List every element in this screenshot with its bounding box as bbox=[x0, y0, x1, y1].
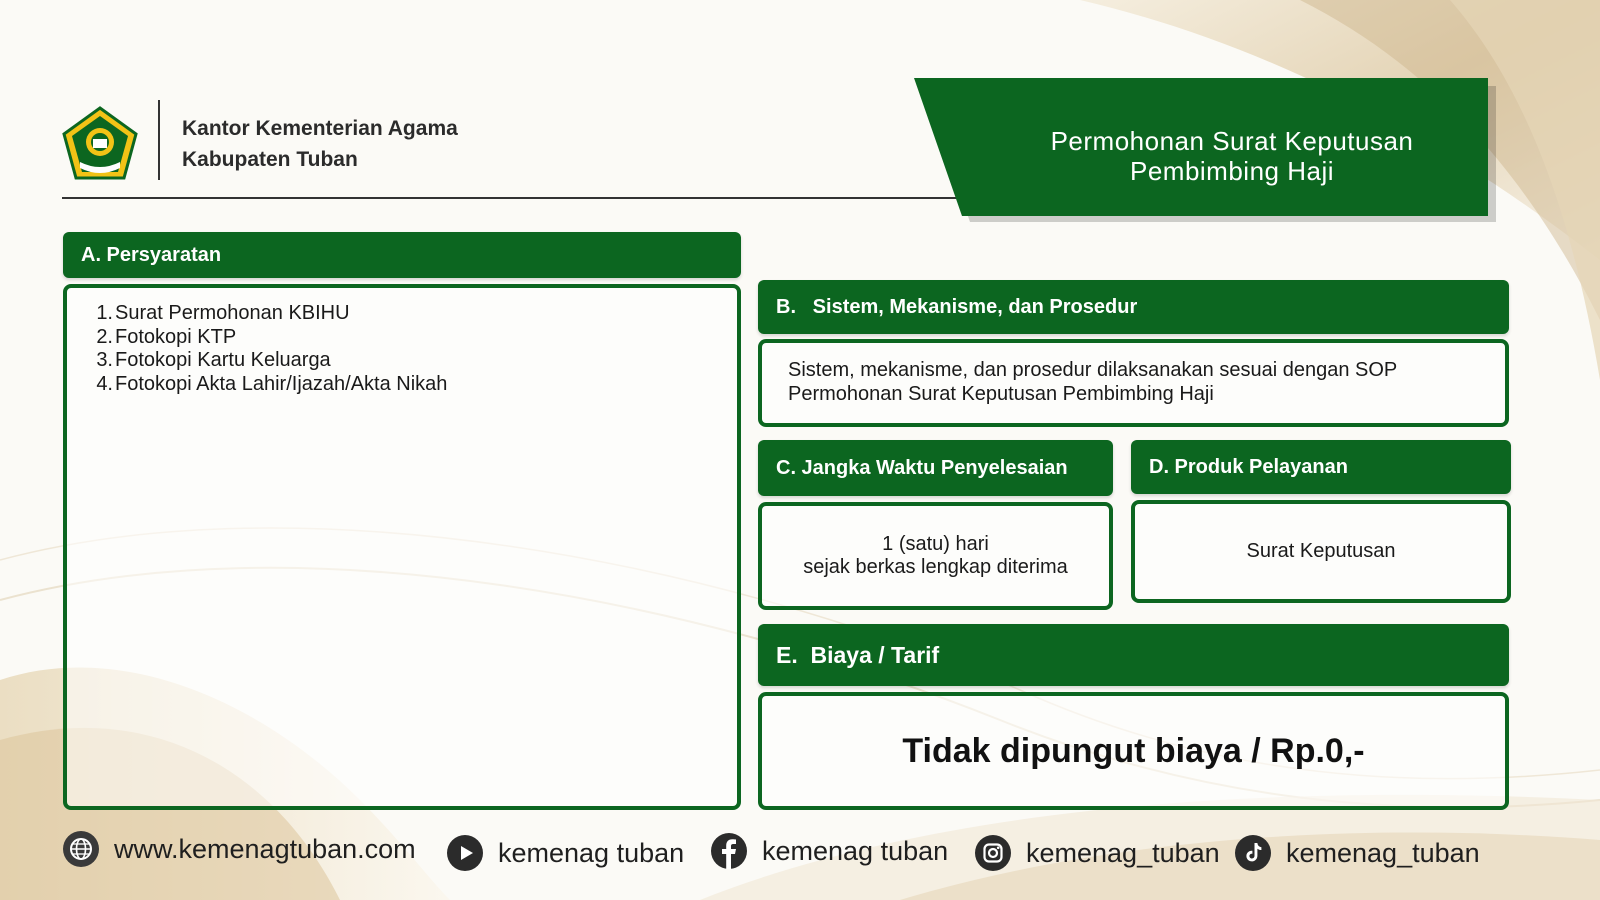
facebook-text: kemenag tuban bbox=[762, 835, 949, 866]
section-e-value: Tidak dipungut biaya / Rp.0,- bbox=[902, 731, 1365, 770]
page-title-line2: Pembimbing Haji bbox=[1129, 156, 1335, 186]
list-item-text: Surat Permohonan KBIHU bbox=[115, 302, 350, 324]
section-c-header: C. Jangka Waktu Penyelesaian bbox=[758, 440, 1113, 496]
list-item-number: 3. bbox=[96, 349, 113, 371]
tiktok-text: kemenag_tuban bbox=[1286, 837, 1480, 868]
instagram-icon bbox=[974, 834, 1012, 872]
section-d-value: Surat Keputusan bbox=[1246, 540, 1396, 562]
youtube-text: kemenag tuban bbox=[498, 837, 685, 868]
page-title bbox=[1002, 126, 1462, 186]
footer-instagram-link[interactable] bbox=[974, 834, 1220, 872]
section-e-header: E. Biaya / Tarif bbox=[758, 624, 1509, 686]
requirements-list bbox=[93, 302, 737, 396]
section-b-header: B. Sistem, Mekanisme, dan Prosedur bbox=[758, 280, 1509, 334]
list-item-text: Fotokopi Kartu Keluarga bbox=[115, 349, 331, 371]
footer-youtube-link[interactable] bbox=[446, 834, 684, 872]
list-item bbox=[93, 302, 737, 326]
section-b-box bbox=[758, 339, 1509, 427]
list-item bbox=[93, 349, 737, 373]
section-b-text-line2: Permohonan Surat Keputusan Pembimbing Haji bbox=[788, 382, 1214, 405]
org-name-line2: Kabupaten Tuban bbox=[182, 148, 358, 171]
footer-facebook-link[interactable] bbox=[710, 832, 948, 870]
tiktok-icon bbox=[1234, 834, 1272, 872]
list-item-number: 2. bbox=[96, 325, 113, 348]
org-name-line1: Kantor Kementerian Agama bbox=[182, 117, 458, 140]
logo-kemenag-icon bbox=[62, 106, 138, 182]
youtube-icon bbox=[446, 834, 484, 872]
section-c-text-line2: sejak berkas lengkap diterima bbox=[803, 556, 1068, 578]
facebook-icon bbox=[710, 832, 748, 870]
section-c-text-line1: 1 (satu) hari bbox=[882, 532, 989, 555]
section-a-box bbox=[63, 284, 741, 810]
header-underline bbox=[62, 197, 982, 199]
section-b-text-line1: Sistem, mekanisme, dan prosedur dilaksanakan sesuai dengan SOP bbox=[788, 359, 1398, 381]
list-item-number: 1. bbox=[96, 302, 113, 324]
list-item bbox=[93, 373, 737, 397]
footer-website-link[interactable] bbox=[62, 830, 416, 868]
instagram-text: kemenag_tuban bbox=[1026, 837, 1220, 868]
section-c-box bbox=[758, 502, 1113, 610]
list-item-text: Fotokopi Akta Lahir/Ijazah/Akta Nikah bbox=[115, 372, 448, 395]
section-a-header: A. Persyaratan bbox=[63, 232, 741, 278]
footer-tiktok-link[interactable] bbox=[1234, 834, 1480, 872]
page-title-line1: Permohonan Surat Keputusan bbox=[1050, 126, 1414, 156]
list-item-number: 4. bbox=[96, 372, 113, 395]
section-e-box bbox=[758, 692, 1509, 810]
title-banner bbox=[912, 78, 1496, 222]
section-d-header: D. Produk Pelayanan bbox=[1131, 440, 1511, 494]
list-item-text: Fotokopi KTP bbox=[115, 325, 237, 348]
section-d-box bbox=[1131, 500, 1511, 603]
website-text: www.kemenagtuban.com bbox=[114, 833, 416, 864]
organization-name bbox=[182, 113, 542, 175]
globe-icon bbox=[62, 830, 100, 868]
list-item bbox=[93, 326, 737, 350]
header-divider bbox=[158, 100, 160, 180]
